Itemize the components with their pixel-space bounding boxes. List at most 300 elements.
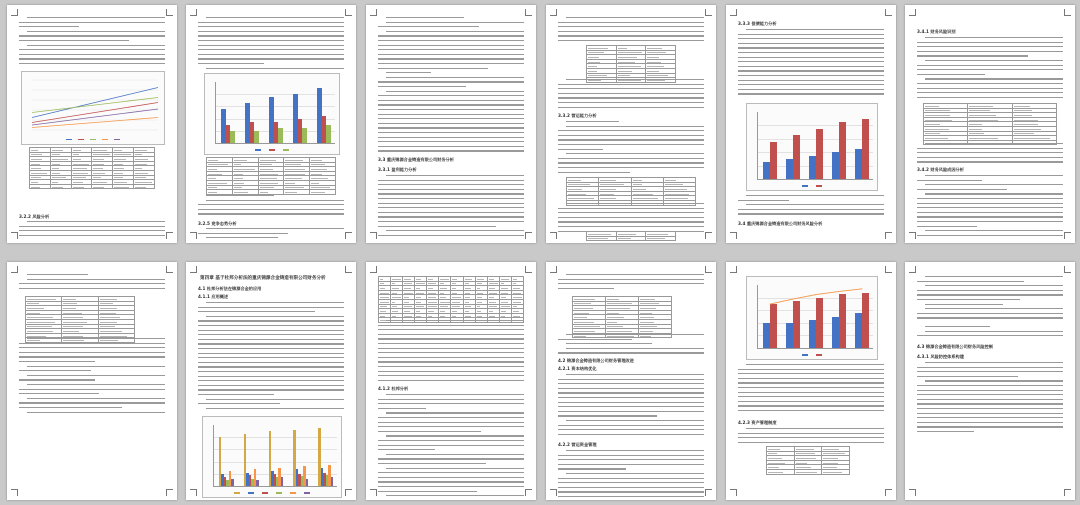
text-line <box>566 334 704 335</box>
chart-legend <box>22 138 164 141</box>
text-line <box>19 407 122 408</box>
text-line <box>198 371 344 372</box>
text-line <box>27 17 165 18</box>
text-line <box>917 431 974 432</box>
text-line <box>378 371 524 372</box>
text-line <box>738 34 884 35</box>
text-line <box>738 38 884 39</box>
chart-bar <box>230 131 235 143</box>
crop-mark <box>525 232 532 239</box>
text-line <box>738 93 884 94</box>
chart-bar <box>809 156 816 179</box>
text-line <box>917 180 982 181</box>
text-line <box>378 68 488 69</box>
legend-swatch <box>816 185 822 187</box>
text-line <box>558 35 704 36</box>
crop-mark <box>11 232 18 239</box>
chart-bar <box>306 479 308 486</box>
text-line <box>19 226 165 227</box>
chart-plot <box>757 285 873 349</box>
text-line <box>378 100 524 101</box>
text-line <box>386 17 464 18</box>
text-line <box>198 213 344 214</box>
section-heading: 3.3.3 偿债能力分析 <box>738 21 777 26</box>
data-table <box>586 231 676 241</box>
section-heading: 3.4.2 财务风险成因分析 <box>917 167 964 172</box>
section-heading: 3.3.1 盈利能力分析 <box>378 167 417 172</box>
crop-mark <box>166 266 173 273</box>
text-line <box>27 375 165 376</box>
text-line <box>378 150 524 151</box>
text-line <box>198 49 344 50</box>
text-line <box>378 361 524 362</box>
text-line <box>917 46 1063 47</box>
text-line <box>198 204 344 205</box>
text-line <box>19 22 165 23</box>
document-page <box>905 262 1075 500</box>
text-line <box>558 158 704 159</box>
text-line <box>738 401 884 402</box>
data-table <box>378 276 524 323</box>
text-line <box>558 208 704 209</box>
text-line <box>19 40 129 41</box>
text-line <box>917 390 1063 391</box>
text-line <box>198 45 344 46</box>
text-line <box>558 279 704 280</box>
text-line <box>558 406 704 407</box>
chart-bar <box>302 128 307 143</box>
text-line <box>558 352 704 353</box>
crop-mark <box>550 489 557 496</box>
text-line <box>558 383 704 384</box>
text-line <box>206 237 278 238</box>
text-line <box>198 376 344 377</box>
text-line <box>378 184 524 185</box>
text-line <box>917 313 1063 314</box>
text-line <box>198 209 344 210</box>
text-line <box>19 352 165 353</box>
text-line <box>378 352 524 353</box>
text-line <box>378 348 524 349</box>
text-line <box>558 31 704 32</box>
crop-mark <box>370 9 377 16</box>
text-line <box>378 141 524 142</box>
text-line <box>558 22 704 23</box>
text-line <box>925 304 1003 305</box>
text-line <box>917 161 1063 162</box>
text-line <box>558 388 704 389</box>
text-line <box>386 394 524 395</box>
text-line <box>378 109 524 110</box>
text-line <box>558 482 704 483</box>
text-line <box>558 135 704 136</box>
text-line <box>558 139 704 140</box>
text-line <box>925 184 1063 185</box>
text-line <box>738 84 884 85</box>
document-page <box>546 262 716 500</box>
section-heading: 3.3 重庆锦源合金铸造有限公司财务分析 <box>378 157 454 162</box>
text-line <box>917 385 1063 386</box>
text-line <box>27 384 165 385</box>
text-line <box>19 230 165 231</box>
crop-mark <box>550 266 557 273</box>
legend-swatch <box>276 492 282 494</box>
section-heading: 4.1.2 杜邦分析 <box>378 386 409 391</box>
data-table <box>586 45 676 83</box>
section-heading: 4.3 锦源合金铸造有限公司财务风险控制 <box>917 344 993 349</box>
text-line <box>206 228 344 229</box>
text-line <box>738 410 884 411</box>
text-line <box>198 35 344 36</box>
text-line <box>917 198 1063 199</box>
text-line <box>378 440 524 441</box>
crop-mark <box>730 9 737 16</box>
text-line <box>386 495 524 496</box>
text-line <box>746 428 884 429</box>
text-line <box>558 425 704 426</box>
text-line <box>558 26 704 27</box>
chart-bar <box>793 135 800 179</box>
chart-plot <box>215 82 335 144</box>
text-line <box>378 235 524 236</box>
data-table <box>572 296 672 338</box>
text-line <box>738 392 884 393</box>
text-line <box>558 288 614 289</box>
text-line <box>558 283 704 284</box>
text-line <box>19 49 165 50</box>
text-line <box>738 200 789 201</box>
text-line <box>19 26 79 27</box>
text-line <box>198 233 288 234</box>
chart-bar <box>326 125 331 143</box>
text-line <box>917 65 1063 66</box>
text-line <box>378 81 524 82</box>
text-line <box>925 175 1063 176</box>
text-line <box>917 216 1063 217</box>
text-line <box>198 31 344 32</box>
text-line <box>566 374 704 375</box>
data-table <box>923 103 1057 145</box>
text-line <box>738 80 884 81</box>
text-line <box>206 68 344 69</box>
text-line <box>566 473 704 474</box>
text-line <box>206 200 344 201</box>
text-line <box>198 325 344 326</box>
text-line <box>917 403 1063 404</box>
text-line <box>378 417 524 418</box>
text-line <box>198 307 344 308</box>
text-line <box>566 17 704 18</box>
text-line <box>738 43 884 44</box>
text-line <box>19 402 165 403</box>
text-line <box>746 204 884 205</box>
crop-mark <box>370 489 377 496</box>
text-line <box>27 31 165 32</box>
text-line <box>19 283 165 284</box>
text-line <box>27 338 165 339</box>
text-line <box>378 375 524 376</box>
legend-swatch <box>816 354 822 356</box>
crop-mark <box>11 266 18 273</box>
legend-swatch <box>304 492 310 494</box>
crop-mark <box>11 489 18 496</box>
text-line <box>378 408 426 409</box>
text-line <box>206 316 344 317</box>
chart-legend <box>747 185 877 188</box>
text-line <box>206 408 344 409</box>
text-line <box>19 393 99 394</box>
text-line <box>558 97 704 98</box>
text-line <box>378 212 524 213</box>
text-line <box>378 458 524 459</box>
crop-mark <box>705 266 712 273</box>
text-line <box>386 454 524 455</box>
text-line <box>917 51 1063 52</box>
text-line <box>19 379 95 380</box>
line-chart <box>21 71 165 145</box>
section-heading: 3.2.2 风险分析 <box>19 214 50 219</box>
text-line <box>386 230 524 231</box>
text-line <box>566 153 704 154</box>
text-line <box>925 37 1063 38</box>
text-line <box>386 468 524 469</box>
text-line <box>198 63 264 64</box>
text-line <box>378 338 524 339</box>
crop-mark <box>190 232 197 239</box>
text-line <box>925 143 1063 144</box>
chart-bar <box>770 142 777 179</box>
text-line <box>566 274 704 275</box>
legend-swatch <box>802 185 808 187</box>
text-line <box>198 26 344 27</box>
text-line <box>738 52 884 53</box>
text-line <box>925 193 1063 194</box>
text-line <box>378 325 524 326</box>
chart-bar <box>862 119 869 179</box>
crop-mark <box>885 232 892 239</box>
document-page <box>366 262 536 500</box>
section-heading: 3.3.2 营运能力分析 <box>558 113 597 118</box>
text-line <box>558 496 704 497</box>
text-line <box>378 95 524 96</box>
text-line <box>558 40 704 41</box>
document-page <box>186 5 356 243</box>
text-line <box>386 412 524 413</box>
text-line <box>27 274 88 275</box>
text-line <box>19 347 165 348</box>
text-line <box>738 373 884 374</box>
text-line <box>558 402 704 403</box>
crop-mark <box>550 9 557 16</box>
text-line <box>738 89 884 90</box>
text-line <box>558 130 704 131</box>
text-line <box>198 353 344 354</box>
text-line <box>738 405 884 406</box>
text-line <box>198 54 344 55</box>
text-line <box>917 157 1063 158</box>
text-line <box>917 207 1063 208</box>
text-line <box>738 61 884 62</box>
legend-swatch <box>255 149 261 151</box>
text-line <box>917 422 1063 423</box>
text-line <box>378 123 524 124</box>
text-line <box>558 434 704 435</box>
text-line <box>27 398 165 399</box>
text-line <box>378 132 524 133</box>
text-line <box>198 40 344 41</box>
crop-mark <box>11 9 18 16</box>
text-line <box>378 146 524 147</box>
text-line <box>19 361 95 362</box>
text-line <box>925 78 1063 79</box>
text-line <box>738 47 884 48</box>
chart-legend <box>203 492 341 495</box>
text-line <box>566 126 704 127</box>
text-line <box>917 203 1063 204</box>
section-heading: 4.1 杜邦分析法在锦源合金的应用 <box>198 286 262 291</box>
document-page <box>366 5 536 243</box>
text-line <box>738 57 884 58</box>
chart-plot <box>757 112 873 180</box>
text-line <box>558 102 704 103</box>
text-line <box>378 449 435 450</box>
text-line <box>198 403 280 404</box>
text-line <box>917 426 1063 427</box>
text-line <box>566 203 704 204</box>
text-line <box>738 378 884 379</box>
text-line <box>917 376 1018 377</box>
chart-legend <box>747 354 877 357</box>
text-line <box>558 397 704 398</box>
section-heading: 4.2.3 资产管理制度 <box>738 420 777 425</box>
chart-bar <box>331 477 333 486</box>
document-page <box>7 5 177 243</box>
text-line <box>27 366 165 367</box>
text-line <box>558 339 632 340</box>
text-line <box>198 357 344 358</box>
text-line <box>378 49 524 50</box>
text-line <box>558 162 704 163</box>
text-line <box>206 195 274 196</box>
crop-mark <box>166 489 173 496</box>
text-line <box>738 213 884 214</box>
text-line <box>378 477 524 478</box>
crop-mark <box>1064 232 1071 239</box>
chart-bar <box>839 122 846 179</box>
legend-swatch <box>802 354 808 356</box>
text-line <box>198 348 344 349</box>
crop-mark <box>730 266 737 273</box>
text-line <box>917 69 1063 70</box>
text-line <box>198 394 274 395</box>
legend-swatch <box>262 492 268 494</box>
text-line <box>206 399 344 400</box>
text-line <box>558 478 704 479</box>
text-line <box>19 343 165 344</box>
text-line <box>378 221 524 222</box>
legend-swatch <box>114 139 120 140</box>
text-line <box>378 343 524 344</box>
section-heading: 3.4.1 财务风险识别 <box>917 29 956 34</box>
text-line <box>378 329 524 330</box>
text-line <box>746 364 884 365</box>
text-line <box>558 464 704 465</box>
data-table <box>206 157 336 195</box>
text-line <box>198 334 344 335</box>
text-line <box>27 279 165 280</box>
text-line <box>566 420 704 421</box>
bar-chart <box>746 103 878 191</box>
chart-bar <box>816 129 823 179</box>
text-line <box>198 339 344 340</box>
section-heading: 4.2.1 资本结构优化 <box>558 366 597 371</box>
crop-mark <box>1064 266 1071 273</box>
legend-swatch <box>102 139 108 140</box>
text-line <box>738 396 884 397</box>
chart-bar <box>763 162 770 179</box>
text-line <box>378 198 524 199</box>
text-line <box>925 60 1063 61</box>
chart-legend <box>205 149 339 152</box>
text-line <box>558 93 704 94</box>
text-line <box>917 42 1063 43</box>
text-line <box>917 417 1063 418</box>
crop-mark <box>345 266 352 273</box>
text-line <box>378 35 524 36</box>
text-line <box>386 72 431 73</box>
crop-mark <box>166 232 173 239</box>
text-line <box>378 426 524 427</box>
text-line <box>198 385 344 386</box>
crop-mark <box>730 232 737 239</box>
text-line <box>566 79 704 80</box>
text-line <box>378 491 477 492</box>
crop-mark <box>705 232 712 239</box>
legend-swatch <box>78 139 84 140</box>
crop-mark <box>705 9 712 16</box>
text-line <box>917 394 1063 395</box>
text-line <box>378 189 524 190</box>
text-line <box>558 379 704 380</box>
crop-mark <box>909 489 916 496</box>
text-line <box>558 167 704 168</box>
text-line <box>738 75 884 76</box>
text-line <box>378 104 524 105</box>
text-line <box>378 86 466 87</box>
text-line <box>917 92 1063 93</box>
chapter-heading: 第四章 基于杜邦分析法的重庆锦源合金铸造有限公司财务分析 <box>200 276 326 281</box>
text-line <box>198 343 344 344</box>
text-line <box>378 481 524 482</box>
text-line <box>386 31 524 32</box>
text-line <box>198 380 344 381</box>
bar-chart <box>202 416 342 498</box>
text-line <box>198 366 344 367</box>
text-line <box>386 175 524 176</box>
text-line <box>917 221 1063 222</box>
text-line <box>738 369 884 370</box>
text-line <box>917 317 1063 318</box>
crop-mark <box>1064 9 1071 16</box>
text-line <box>925 331 1063 332</box>
chart-bar <box>231 479 233 486</box>
text-line <box>738 387 884 388</box>
section-heading: 4.2.2 营运资金管理 <box>558 442 597 447</box>
text-line <box>378 422 524 423</box>
text-line <box>378 431 481 432</box>
text-line <box>198 311 315 312</box>
text-line <box>917 88 1063 89</box>
